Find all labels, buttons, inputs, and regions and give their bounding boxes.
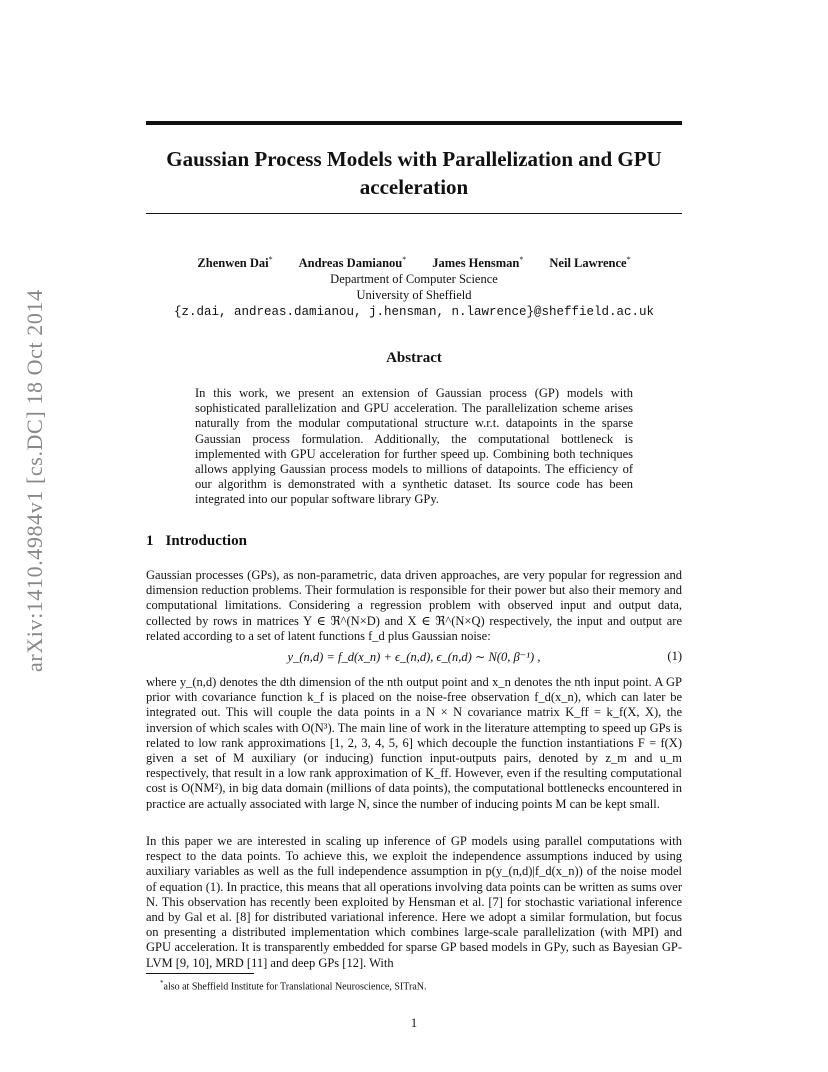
section-number: 1 bbox=[146, 533, 154, 549]
author-emails: {z.dai, andreas.damianou, j.hensman, n.lawrence}@sheffield.ac.uk bbox=[173, 305, 655, 320]
author: Zhenwen Dai* bbox=[197, 255, 273, 271]
footnote-text: also at Sheffield Institute for Translational Neuroscience, SITraN. bbox=[163, 981, 427, 993]
department: Department of Computer Science bbox=[330, 272, 498, 287]
author: James Hensman* bbox=[432, 255, 524, 271]
author: Andreas Damianou* bbox=[298, 255, 407, 271]
body-paragraph: Gaussian processes (GPs), as non-parametric, data driven approaches, are very popular for regression and dimension reduction problems. Their formulation is responsible for their power but also their memory and computational limitations. Considering a regression problem with observed input and output data, collected by rows in matrices Y ∈ ℜ^(N×D) and X ∈ ℜ^(N×Q) respectively, the input and output are related according to a set of latent functions f_d plus Gaussian noise: bbox=[146, 568, 682, 643]
author-list bbox=[146, 252, 682, 271]
author-block bbox=[146, 252, 682, 320]
equation-number: (1) bbox=[667, 649, 682, 663]
section-title: Introduction bbox=[165, 533, 247, 549]
abstract-heading: Abstract bbox=[386, 350, 442, 366]
body-paragraph: In this paper we are interested in scaling up inference of GP models using parallel computations with respect to the data points. To achieve this, we exploit the independence assumptions induced by using auxiliary variables as well as the full independence assumption in p(y_(n,d)|f_d(x_n)) of the noise model of equation (1). In practice, this means that all operations involving data points can be written as sums over N. This observation has recently been exploited by Hensman et al. [7] for stochastic variational inference and by Gal et al. [8] for distributed variational inference. Here we adopt a similar formulation, but focus on presenting a distributed implementation which combines large-scale parallelization (with MPI) and GPU acceleration. It is transparently embedded for sparse GP based models in GPy, such as Bayesian GP-LVM [9, 10], MRD [11] and deep GPs [12]. With bbox=[146, 834, 682, 970]
page-number: 1 bbox=[410, 1016, 418, 1030]
title-rule-top bbox=[146, 121, 682, 125]
author: Neil Lawrence* bbox=[549, 255, 631, 271]
arxiv-identifier-stamp: arXiv:1410.4984v1 [cs.DC] 18 Oct 2014 bbox=[22, 289, 47, 672]
abstract-text: In this work, we present an extension of Gaussian process (GP) models with sophisticated parallelization and GPU acceleration. The parallelization scheme arises naturally from the modular computational structure w.r.t. datapoints in the sparse Gaussian process formulation. Additionally, the computational bottleneck is implemented with GPU acceleration for further speed up. Combining both techniques allows applying Gaussian process models to millions of datapoints. The efficiency of our algorithm is demonstrated with a synthetic dataset. Its source code has been integrated into our popular software library GPy. bbox=[195, 386, 633, 507]
footnote-rule bbox=[146, 973, 254, 974]
footnote bbox=[160, 977, 680, 993]
title-rule-bottom bbox=[146, 213, 682, 214]
footnote-mark: * bbox=[160, 979, 164, 987]
body-paragraph: where y_(n,d) denotes the dth dimension of the nth output point and x_n denotes the nth input point. A GP prior with covariance function k_f is placed on the noise-free observation f_d(x_n), which can later be integrated out. This will couple the data points in a N × N covariance matrix K_ff = k_f(X, X), the inversion of which scales with O(N³). The main line of work in the literature attempting to speed up GPs is related to low rank approximations [1, 2, 3, 4, 5, 6] which decouple the function instantiations F = f(X) given a set of M auxiliary (or inducing) function input-outputs pairs, denoted by z_m and u_m respectively, that result in a low rank approximation of K_ff. However, even if the resulting computational cost is O(NM²), in big data domain (millions of data points), the computational bottlenecks encountered in practice are actually associated with large N, since the number of inducing points M can be kept small. bbox=[146, 675, 682, 811]
paper-title: Gaussian Process Models with Parallelization and GPU acceleration bbox=[166, 147, 662, 199]
university: University of Sheffield bbox=[356, 288, 472, 303]
equation-body: y_(n,d) = f_d(x_n) + ϵ_(n,d), ϵ_(n,d) ∼ N(0, β⁻¹) , bbox=[287, 650, 541, 664]
section-heading bbox=[146, 533, 247, 550]
